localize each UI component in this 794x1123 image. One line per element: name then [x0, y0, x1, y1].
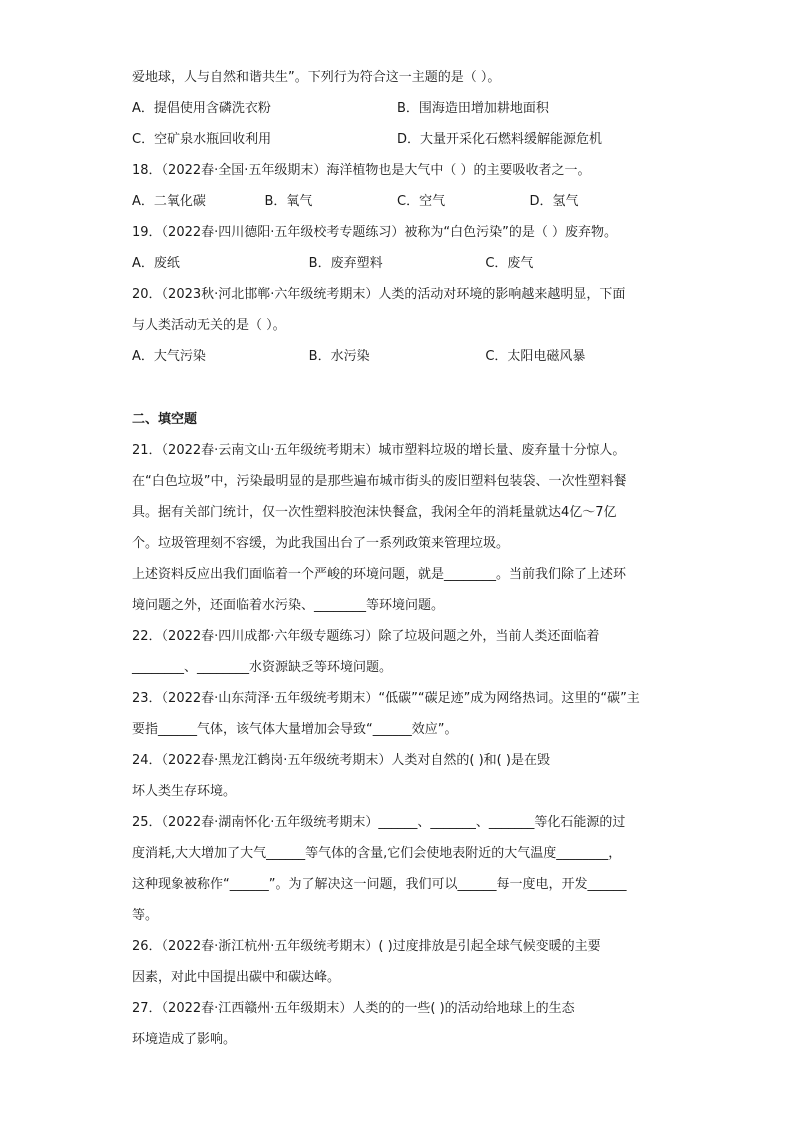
- q26-stem: [132, 931, 662, 993]
- q18-option-b[interactable]: B．氧气: [264, 194, 313, 209]
- q23-stem: [132, 683, 662, 745]
- q23-line: 要指______气体，该气体大量增加会导致“______效应”。: [132, 722, 458, 737]
- q21-line: 具。据有关部门统计，仅一次性塑料胶泡沫快餐盒，我闲全年的消耗量就达4亿～7亿: [132, 505, 617, 520]
- q27-stem: [132, 993, 662, 1055]
- q22-stem: [132, 621, 662, 683]
- q20-option-a[interactable]: A．大气污染: [132, 349, 206, 364]
- q25-line: 等。: [132, 908, 159, 923]
- q23-line: 23．（2022春·山东菏泽·五年级统考期末）“低碳”“碳足迹”成为网络热词。这里的“碳”主: [132, 691, 640, 706]
- q22-line: ________、________水资源缺乏等环境问题。: [132, 660, 393, 675]
- q22-line: 22．（2022春·四川成都·六年级专题练习）除了垃圾问题之外，当前人类还面临着: [132, 629, 600, 644]
- q25-line: 25．（2022春·湖南怀化·五年级统考期末）______、_______、_______等化石能源的过: [132, 815, 626, 830]
- q21-line: 21．（2022春·云南文山·五年级统考期末）城市塑料垃圾的增长量、废弃量十分惊人。: [132, 443, 626, 458]
- q20-option-b[interactable]: B．水污染: [308, 349, 370, 364]
- q20-option-c[interactable]: C．太阳电磁风暴: [485, 349, 586, 364]
- q18-option-d[interactable]: D．氢气: [529, 194, 579, 209]
- q24-line: 24．（2022春·黑龙江鹤岗·五年级统考期末）人类对自然的( )和( )是在毁: [132, 753, 550, 768]
- q27-line: 27．（2022春·江西赣州·五年级期末）人类的的一些( )的活动给地球上的生态: [132, 1001, 575, 1016]
- q18-option-c[interactable]: C．空气: [397, 194, 446, 209]
- q18-stem: 18．（2022春·全国·五年级期末）海洋植物也是大气中（ ）的主要吸收者之一。: [132, 163, 591, 178]
- q19-options: [132, 248, 662, 279]
- q21-line: 在“白色垃圾”中，污染最明显的是那些遍布城市街头的废旧塑料包装袋、一次性塑料餐: [132, 474, 627, 489]
- q25-line: 度消耗,大大增加了大气______等气体的含量,它们会使地表附近的大气温度________，: [132, 846, 622, 861]
- q17-option-b[interactable]: B．围海造田增加耕地面积: [397, 101, 549, 116]
- q27-line: 环境造成了影响。: [132, 1032, 237, 1047]
- q21-stem: [132, 435, 662, 621]
- q18-option-a[interactable]: A．二氧化碳: [132, 194, 206, 209]
- q20-line: 与人类活动无关的是（ ）。: [132, 318, 286, 333]
- q26-line: 26．（2022春·浙江杭州·五年级统考期末）( )过度排放是引起全球气候变暖的主要: [132, 939, 601, 954]
- q21-line: 上述资料反应出我们面临着一个严峻的环境问题，就是________。当前我们除了上述环: [132, 567, 627, 582]
- q17-option-d[interactable]: D．大量开采化石燃料缓解能源危机: [397, 132, 603, 147]
- q19-option-b[interactable]: B．废弃塑料: [308, 256, 383, 271]
- q19-stem: 19．（2022春·四川德阳·五年级校考专题练习）被称为“白色污染”的是（ ）废弃物。: [132, 225, 617, 240]
- q20-line: 20．（2023秋·河北邯郸·六年级统考期末）人类的活动对环境的影响越来越明显，下面: [132, 287, 626, 302]
- q24-stem: [132, 745, 662, 807]
- q25-stem: [132, 807, 662, 931]
- q26-line: 因素，对此中国提出碳中和碳达峰。: [132, 970, 341, 985]
- q18-options: [132, 186, 662, 217]
- section-heading-fill-in: 二、填空题: [132, 412, 198, 427]
- q19-option-c[interactable]: C．废气: [485, 256, 534, 271]
- q17-options-row1: [132, 93, 662, 124]
- q17-options-row2: [132, 124, 662, 155]
- document-page: [132, 62, 662, 1055]
- q20-options: [132, 341, 662, 372]
- q17-stem-continuation: 爱地球，人与自然和谐共生”。下列行为符合这一主题的是（ ）。: [132, 70, 501, 85]
- q24-line: 坏人类生存环境。: [132, 784, 237, 799]
- q17-option-a[interactable]: A．提倡使用含磷洗衣粉: [132, 101, 271, 116]
- q17-option-c[interactable]: C．空矿泉水瓶回收利用: [132, 132, 272, 147]
- q19-option-a[interactable]: A．废纸: [132, 256, 180, 271]
- q21-line: 个。垃圾管理刻不容缓，为此我国出台了一系列政策来管理垃圾。: [132, 536, 510, 551]
- q21-line: 境问题之外，还面临着水污染、________等环境问题。: [132, 598, 445, 613]
- q25-line: 这种现象被称作“______”。为了解决这一问题，我们可以______每一度电，开发______: [132, 877, 627, 892]
- q20-stem: [132, 279, 662, 341]
